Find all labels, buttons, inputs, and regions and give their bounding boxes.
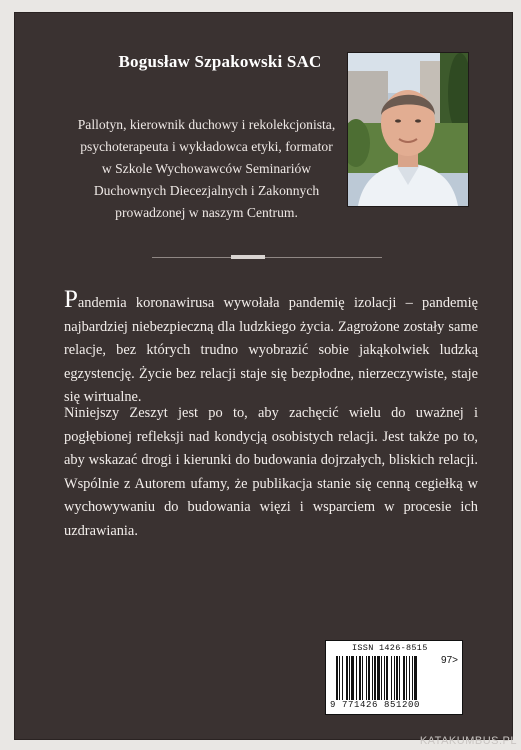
barcode-bar — [349, 656, 350, 700]
author-bio: Pallotyn, kierownik duchowy i rekolekcjonista, psychoterapeuta i wykładowca etyki, formator w Szkole Wychowawców Seminariów Duchownych Diecezjalnych i Zakonnych prowadzonej w naszym Centrum. — [77, 117, 336, 220]
barcode-bar — [399, 656, 400, 700]
barcode-bar — [351, 656, 354, 700]
barcode-number: 9 771426 851200 — [330, 700, 421, 710]
barcode-bar — [339, 656, 340, 700]
drop-cap: P — [64, 286, 78, 313]
barcode-bar — [374, 656, 376, 700]
barcode-bar — [384, 656, 385, 700]
description-paragraph-1 — [64, 286, 478, 410]
barcode-bar — [346, 656, 348, 700]
barcode-bar — [403, 656, 405, 700]
barcode-bar — [406, 656, 407, 700]
barcode-bar — [396, 656, 398, 700]
barcode-bar — [368, 656, 370, 700]
watermark: KATAKUMBUS.PL — [419, 735, 517, 747]
barcode-bars — [336, 656, 448, 700]
barcode-bar — [366, 656, 367, 700]
author-photo — [347, 52, 469, 207]
barcode-bar — [359, 656, 361, 700]
divider-accent — [231, 255, 265, 259]
back-cover — [14, 12, 513, 740]
barcode-bar — [409, 656, 410, 700]
barcode-addon: 97> — [441, 655, 458, 666]
barcode-bar — [412, 656, 413, 700]
barcode-bar — [391, 656, 392, 700]
barcode-bar — [336, 656, 338, 700]
barcode — [325, 640, 463, 715]
barcode-bar — [362, 656, 363, 700]
paragraph-1-text: andemia koronawirusa wywołała pandemię izolacji – pandemię najbardziej niebezpieczną dla ludzkiego życia. Zagrożone zostały same relacje, bez których trudno wyobrazić sobie jakąkolwiek ludzką egzystencję. Życie bez relacji staje się bezpłodne, nierzeczywiste, staje się wirtualne. — [64, 295, 478, 405]
barcode-bar — [381, 656, 382, 700]
section-divider — [152, 257, 382, 258]
author-name: Bogusław Szpakowski SAC — [118, 52, 322, 71]
barcode-bar — [394, 656, 395, 700]
issn-label: ISSN 1426-8515 — [352, 643, 428, 653]
barcode-bar — [356, 656, 357, 700]
barcode-bar — [342, 656, 343, 700]
barcode-bar — [372, 656, 373, 700]
barcode-bar — [414, 656, 417, 700]
description-paragraph-2: Niniejszy Zeszyt jest po to, aby zachęcić wielu do uważnej i pogłębionej refleksji nad kondycją osobistych relacji. Jest także po to, aby wskazać drogi i kierunki do budowania dojrzałych, bliskich relacji. Wspólnie z Autorem ufamy, że publikacja stanie się cenną cegiełką w wychowywaniu do budowania więzi i wsparciem w procesie ich uzdrawiania. — [64, 405, 478, 539]
barcode-bar — [386, 656, 388, 700]
barcode-bar — [377, 656, 380, 700]
